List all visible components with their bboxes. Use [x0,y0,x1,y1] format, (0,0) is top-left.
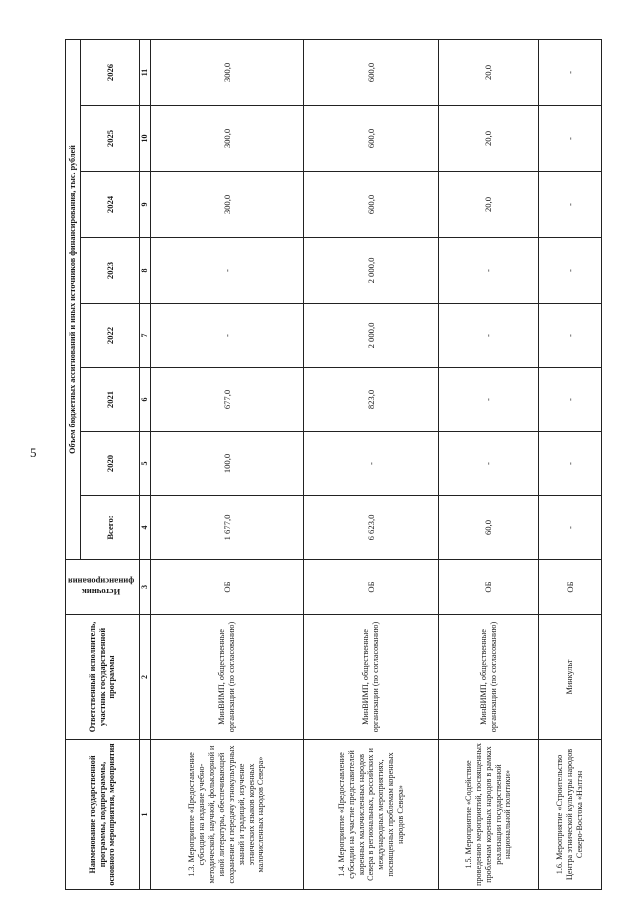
row-value: 300,0 [150,172,303,238]
column-number: 7 [140,304,151,368]
row-value: 20,0 [439,172,538,238]
row-executor: МинВИМП, общественные организации (по согласованию) [150,615,303,740]
row-value: - [538,304,601,368]
header-funding-group: Объем бюджетных ассигнований и иных источников финансирования, тыс. рублей [66,39,81,559]
header-year: Всего: [81,496,140,560]
row-executor: МинВИМП, общественные организации (по согласованию) [439,615,538,740]
row-executor: Минкульт [538,615,601,740]
row-value: 20,0 [439,39,538,105]
column-number: 3 [140,560,151,615]
row-value: - [150,238,303,304]
row-name: 1.4. Мероприятие «Предоставление субсидии на участие представителей коренных малочисленных народов Севера в региональных, российских и международных мероприятиях, посвященных проблемам коренных народов Севера» [304,740,439,890]
column-number: 4 [140,496,151,560]
column-number: 10 [140,106,151,172]
row-value: 600,0 [304,39,439,105]
row-value: - [538,496,601,560]
header-year: 2023 [81,238,140,304]
row-value: - [439,304,538,368]
page-number: 5 [30,445,37,460]
funding-table [65,39,602,890]
column-number: 5 [140,432,151,496]
row-value: - [538,39,601,105]
row-value: - [538,238,601,304]
row-value: 2 000,0 [304,304,439,368]
column-number: 9 [140,172,151,238]
row-value: - [538,432,601,496]
row-name: 1.5. Мероприятие «Содействие проведению мероприятий, посвященных проблемам коренных народов в рамках реализации государственной национальной политики» [439,740,538,890]
column-number: 8 [140,238,151,304]
row-value: - [538,172,601,238]
header-year: 2020 [81,432,140,496]
row-value: - [150,304,303,368]
table-row [150,39,303,889]
row-value: - [538,106,601,172]
row-value: 600,0 [304,106,439,172]
table-row [304,39,439,889]
row-value: 6 623,0 [304,496,439,560]
column-number: 11 [140,39,151,105]
row-value: 677,0 [150,368,303,432]
header-year: 2021 [81,368,140,432]
row-source: ОБ [439,560,538,615]
rotated-table-container [65,40,600,890]
row-value: 600,0 [304,172,439,238]
header-executor: Ответственный исполнитель, участник государственной программы [66,615,140,740]
column-number: 1 [140,740,151,890]
row-value: 300,0 [150,39,303,105]
row-value: 823,0 [304,368,439,432]
row-source: ОБ [538,560,601,615]
row-value: 100,0 [150,432,303,496]
header-year: 2022 [81,304,140,368]
row-name: 1.6. Мероприятие «Строительство Центра этнической культуры народов Северо-Востока «Нэлтэн [538,740,601,890]
header-source-label: Источник финансирования [68,577,135,598]
row-value: - [538,368,601,432]
table-row [538,39,601,889]
rotated-table-frame [65,40,600,890]
header-source [66,560,140,615]
row-value: - [439,238,538,304]
header-year: 2026 [81,39,140,105]
row-source: ОБ [150,560,303,615]
header-year: 2024 [81,172,140,238]
table-row [439,39,538,889]
row-value: - [304,432,439,496]
row-value: 300,0 [150,106,303,172]
row-value: 1 677,0 [150,496,303,560]
row-value: - [439,368,538,432]
header-year: 2025 [81,106,140,172]
header-name: Наименование государственной программы, подпрограммы, основного мероприятия, мероприятия [66,740,140,890]
row-value: 20,0 [439,106,538,172]
row-executor: МинВИМП, общественные организации (по согласованию) [304,615,439,740]
row-value: 2 000,0 [304,238,439,304]
column-number: 2 [140,615,151,740]
row-source: ОБ [304,560,439,615]
row-value: - [439,432,538,496]
row-name: 1.3. Мероприятие «Предоставление субсидии на издание учебно-методической, научной, фольклорной и иной литературы, обеспечивающей сохранение и передачу этнокультурных знаний и традиций, изучение этнических языков коренных малочисленных народов Севера» [150,740,303,890]
row-value: 60,0 [439,496,538,560]
column-number: 6 [140,368,151,432]
